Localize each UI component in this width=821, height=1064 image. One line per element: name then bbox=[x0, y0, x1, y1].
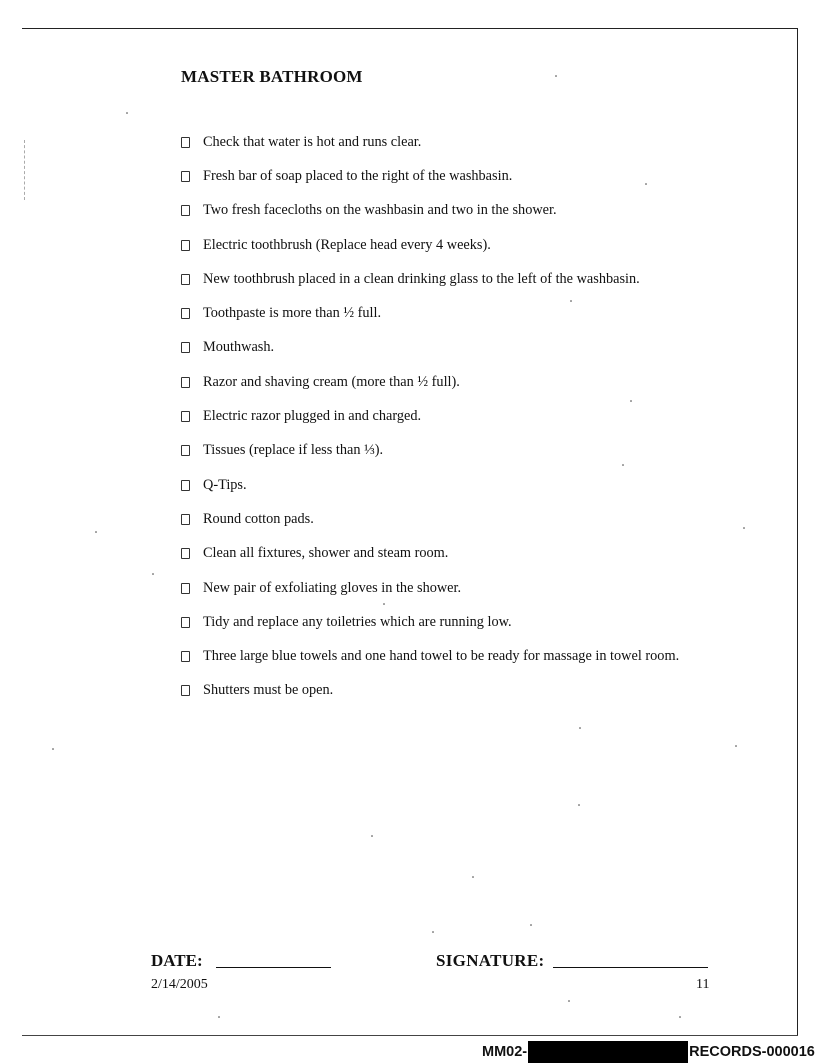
checkbox-icon bbox=[181, 583, 190, 594]
checklist-item-text: Toothpaste is more than ½ full. bbox=[203, 305, 382, 322]
checklist-item bbox=[178, 228, 679, 262]
scan-speck bbox=[555, 75, 557, 77]
checklist-item-text: Tissues (replace if less than ⅓). bbox=[203, 442, 384, 459]
signature-label: SIGNATURE: bbox=[436, 951, 545, 970]
checklist-item bbox=[178, 194, 679, 228]
checklist-item bbox=[178, 605, 679, 639]
checklist-item-text: New toothbrush placed in a clean drinking glass to the left of the washbasin. bbox=[203, 270, 640, 287]
scan-speck bbox=[568, 1000, 570, 1002]
scan-speck bbox=[578, 804, 580, 806]
page-number: 11 bbox=[696, 977, 710, 992]
checklist-item-text: Three large blue towels and one hand towel to be ready for massage in towel room. bbox=[203, 648, 680, 665]
checkbox-icon bbox=[181, 342, 190, 353]
bottom-border-line bbox=[22, 1035, 798, 1036]
bates-stamp bbox=[482, 1041, 815, 1063]
scan-speck bbox=[218, 1016, 220, 1018]
checklist-item-text: Two fresh facecloths on the washbasin and two in the shower. bbox=[203, 202, 557, 219]
checklist-item bbox=[178, 262, 679, 296]
checklist-item bbox=[178, 434, 679, 468]
scan-speck bbox=[622, 464, 624, 466]
checklist-item bbox=[178, 674, 679, 708]
scan-speck bbox=[432, 931, 434, 933]
scan-speck bbox=[52, 748, 54, 750]
checklist-item bbox=[178, 399, 679, 433]
bates-prefix: MM02- bbox=[482, 1044, 528, 1060]
checklist-item-text: Q-Tips. bbox=[203, 476, 247, 493]
date-label: DATE: bbox=[151, 951, 203, 970]
checklist-item-text: New pair of exfoliating gloves in the shower. bbox=[203, 579, 462, 596]
scan-speck bbox=[630, 400, 632, 402]
checklist-item-text: Electric toothbrush (Replace head every 4 weeks). bbox=[203, 236, 491, 253]
checklist-item-text: Round cotton pads. bbox=[203, 510, 314, 527]
scan-speck bbox=[371, 835, 373, 837]
scan-speck bbox=[126, 112, 128, 114]
checkbox-icon bbox=[181, 617, 190, 628]
checklist-item bbox=[178, 159, 679, 193]
checkbox-icon bbox=[181, 308, 190, 319]
checklist-item-text: Razor and shaving cream (more than ½ full). bbox=[203, 373, 460, 390]
checklist-item bbox=[178, 639, 679, 673]
checklist-item bbox=[178, 468, 679, 502]
checklist-item bbox=[178, 365, 679, 399]
checklist-item-text: Clean all fixtures, shower and steam room. bbox=[203, 545, 449, 562]
date-blank-line bbox=[216, 967, 331, 968]
checklist-item-text: Electric razor plugged in and charged. bbox=[203, 408, 422, 425]
scan-speck bbox=[570, 300, 572, 302]
checklist-item bbox=[178, 125, 679, 159]
checklist-item bbox=[178, 296, 679, 330]
checklist-item bbox=[178, 502, 679, 536]
checklist-item-text: Shutters must be open. bbox=[203, 682, 334, 699]
checklist-item-text: Fresh bar of soap placed to the right of the washbasin. bbox=[203, 167, 513, 184]
right-border-line bbox=[797, 28, 798, 1036]
signature-blank-line bbox=[553, 967, 708, 968]
scan-speck bbox=[95, 531, 97, 533]
bates-suffix: RECORDS-000016 bbox=[689, 1044, 815, 1060]
scan-speck bbox=[472, 876, 474, 878]
checkbox-icon bbox=[181, 445, 190, 456]
checkbox-icon bbox=[181, 240, 190, 251]
checkbox-icon bbox=[181, 411, 190, 422]
scan-edge-mark bbox=[24, 140, 26, 200]
checklist-item-text: Mouthwash. bbox=[203, 339, 275, 356]
scan-speck bbox=[735, 745, 737, 747]
checkbox-icon bbox=[181, 480, 190, 491]
redaction-bar bbox=[528, 1041, 688, 1063]
scan-speck bbox=[579, 727, 581, 729]
checklist-item-text: Check that water is hot and runs clear. bbox=[203, 133, 422, 150]
section-heading: MASTER BATHROOM bbox=[181, 67, 363, 86]
checklist-item bbox=[178, 331, 679, 365]
scan-speck bbox=[152, 573, 154, 575]
scan-speck bbox=[530, 924, 532, 926]
checkbox-icon bbox=[181, 548, 190, 559]
checkbox-icon bbox=[181, 685, 190, 696]
checkbox-icon bbox=[181, 171, 190, 182]
scan-speck bbox=[743, 527, 745, 529]
checkbox-icon bbox=[181, 205, 190, 216]
checklist bbox=[178, 125, 679, 708]
checkbox-icon bbox=[181, 651, 190, 662]
checkbox-icon bbox=[181, 274, 190, 285]
scan-speck bbox=[383, 603, 385, 605]
checklist-item bbox=[178, 537, 679, 571]
scan-speck bbox=[679, 1016, 681, 1018]
date-value: 2/14/2005 bbox=[151, 977, 208, 992]
checkbox-icon bbox=[181, 137, 190, 148]
checkbox-icon bbox=[181, 514, 190, 525]
checklist-item-text: Tidy and replace any toiletries which are running low. bbox=[203, 613, 512, 630]
scan-speck bbox=[645, 183, 647, 185]
checkbox-icon bbox=[181, 377, 190, 388]
top-border-line bbox=[22, 28, 798, 29]
checklist-item bbox=[178, 571, 679, 605]
